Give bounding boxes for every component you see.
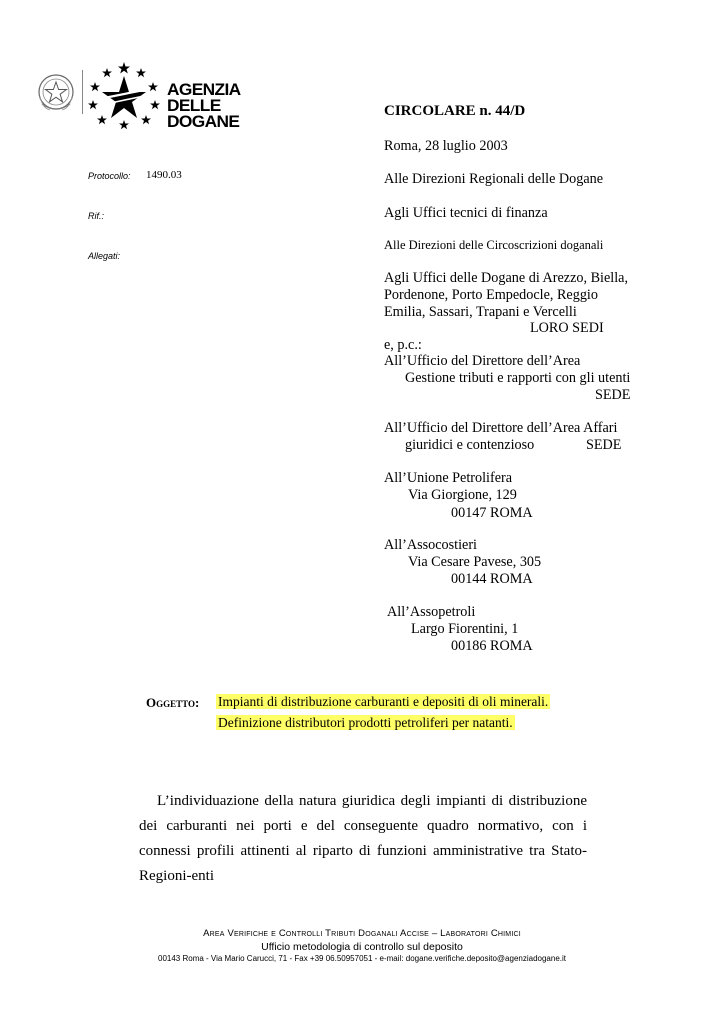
- logo-word-agenzia: AGENZIA: [167, 81, 241, 99]
- subject-line2-text: Definizione distributori prodotti petroliferi per natanti.: [218, 715, 513, 730]
- agency-star-logo-icon: [84, 60, 164, 130]
- protocollo-label: Protocollo:: [88, 171, 131, 181]
- italian-republic-emblem-icon: [36, 70, 76, 116]
- subject-line2: [216, 714, 515, 732]
- recipient-assopetroli-street: Largo Fiorentini, 1: [411, 621, 519, 637]
- recipient-assocostieri-name: All’Assocostieri: [384, 537, 477, 553]
- recipient-customs-offices-line3: Emilia, Sassari, Trapani e Vercelli: [384, 304, 577, 320]
- protocollo-value: 1490.03: [146, 169, 182, 181]
- recipient-unione-petrolifera-city: 00147 ROMA: [451, 505, 533, 521]
- footer-area-text: Area Verifiche e Controlli Tributi Doganali Accise – Laboratori Chimici: [203, 928, 521, 939]
- recipient-assopetroli-name: All’Assopetroli: [387, 604, 476, 620]
- recipient-area-director-line1: All’Ufficio del Direttore dell’Area: [384, 353, 581, 369]
- recipient-legal-affairs-sede: SEDE: [586, 437, 622, 453]
- recipient-assocostieri-street: Via Cesare Pavese, 305: [408, 554, 542, 570]
- footer-area-name: [0, 928, 724, 939]
- recipient-customs-offices-line2: Pordenone, Porto Empedocle, Reggio: [384, 287, 598, 303]
- logo-divider: [82, 70, 83, 114]
- recipient-area-director-sede: SEDE: [595, 387, 631, 403]
- logo-word-dogane: DOGANE: [167, 113, 240, 131]
- rif-label: Rif.:: [88, 211, 105, 221]
- recipient-unione-petrolifera-street: Via Giorgione, 129: [408, 487, 517, 503]
- recipient-customs-offices-line1: Agli Uffici delle Dogane di Arezzo, Biella,: [384, 270, 628, 286]
- subject-line1-text: Impianti di distribuzione carburanti e depositi di oli minerali.: [218, 694, 549, 709]
- recipient-area-director-line2: Gestione tributi e rapporti con gli utenti: [405, 370, 631, 386]
- recipient-legal-affairs-line2: giuridici e contenzioso: [405, 437, 535, 453]
- per-conoscenza-label: e, p.c.:: [384, 337, 422, 353]
- footer-contacts: 00143 Roma - Via Mario Carucci, 71 - Fax +39 06.50957051 - e-mail: dogane.verifiche.deposito@agenziadogane.it: [158, 954, 566, 963]
- allegati-label: Allegati:: [88, 251, 121, 261]
- recipient-circumscription-directorates: Alle Direzioni delle Circoscrizioni doganali: [384, 238, 604, 252]
- recipient-technical-offices: Agli Uffici tecnici di finanza: [384, 205, 548, 221]
- logo-word-delle: DELLE: [167, 97, 221, 115]
- subject-label: Oggetto:: [146, 695, 200, 710]
- body-paragraph: L’individuazione della natura giuridica degli impianti di distribuzione dei carburanti nei porti e del conseguente quadro normativo, con i connessi profili attinenti al riparto di funzioni amministrative tra Stato-Regioni-enti: [139, 793, 587, 884]
- recipient-regional-directorates: Alle Direzioni Regionali delle Dogane: [384, 171, 604, 187]
- recipient-assopetroli-city: 00186 ROMA: [451, 638, 533, 654]
- recipient-assocostieri-city: 00144 ROMA: [451, 571, 533, 587]
- recipient-legal-affairs-line1: All’Ufficio del Direttore dell’Area Affari: [384, 420, 618, 436]
- subject-line1: [216, 693, 550, 711]
- letter-date: Roma, 28 luglio 2003: [384, 138, 508, 154]
- recipient-unione-petrolifera-name: All’Unione Petrolifera: [384, 470, 513, 486]
- circular-title: CIRCOLARE n. 44/D: [384, 103, 526, 119]
- footer-office-name: Ufficio metodologia di controllo sul deposito: [261, 941, 463, 953]
- recipient-customs-offices-sedi: LORO SEDI: [530, 320, 604, 336]
